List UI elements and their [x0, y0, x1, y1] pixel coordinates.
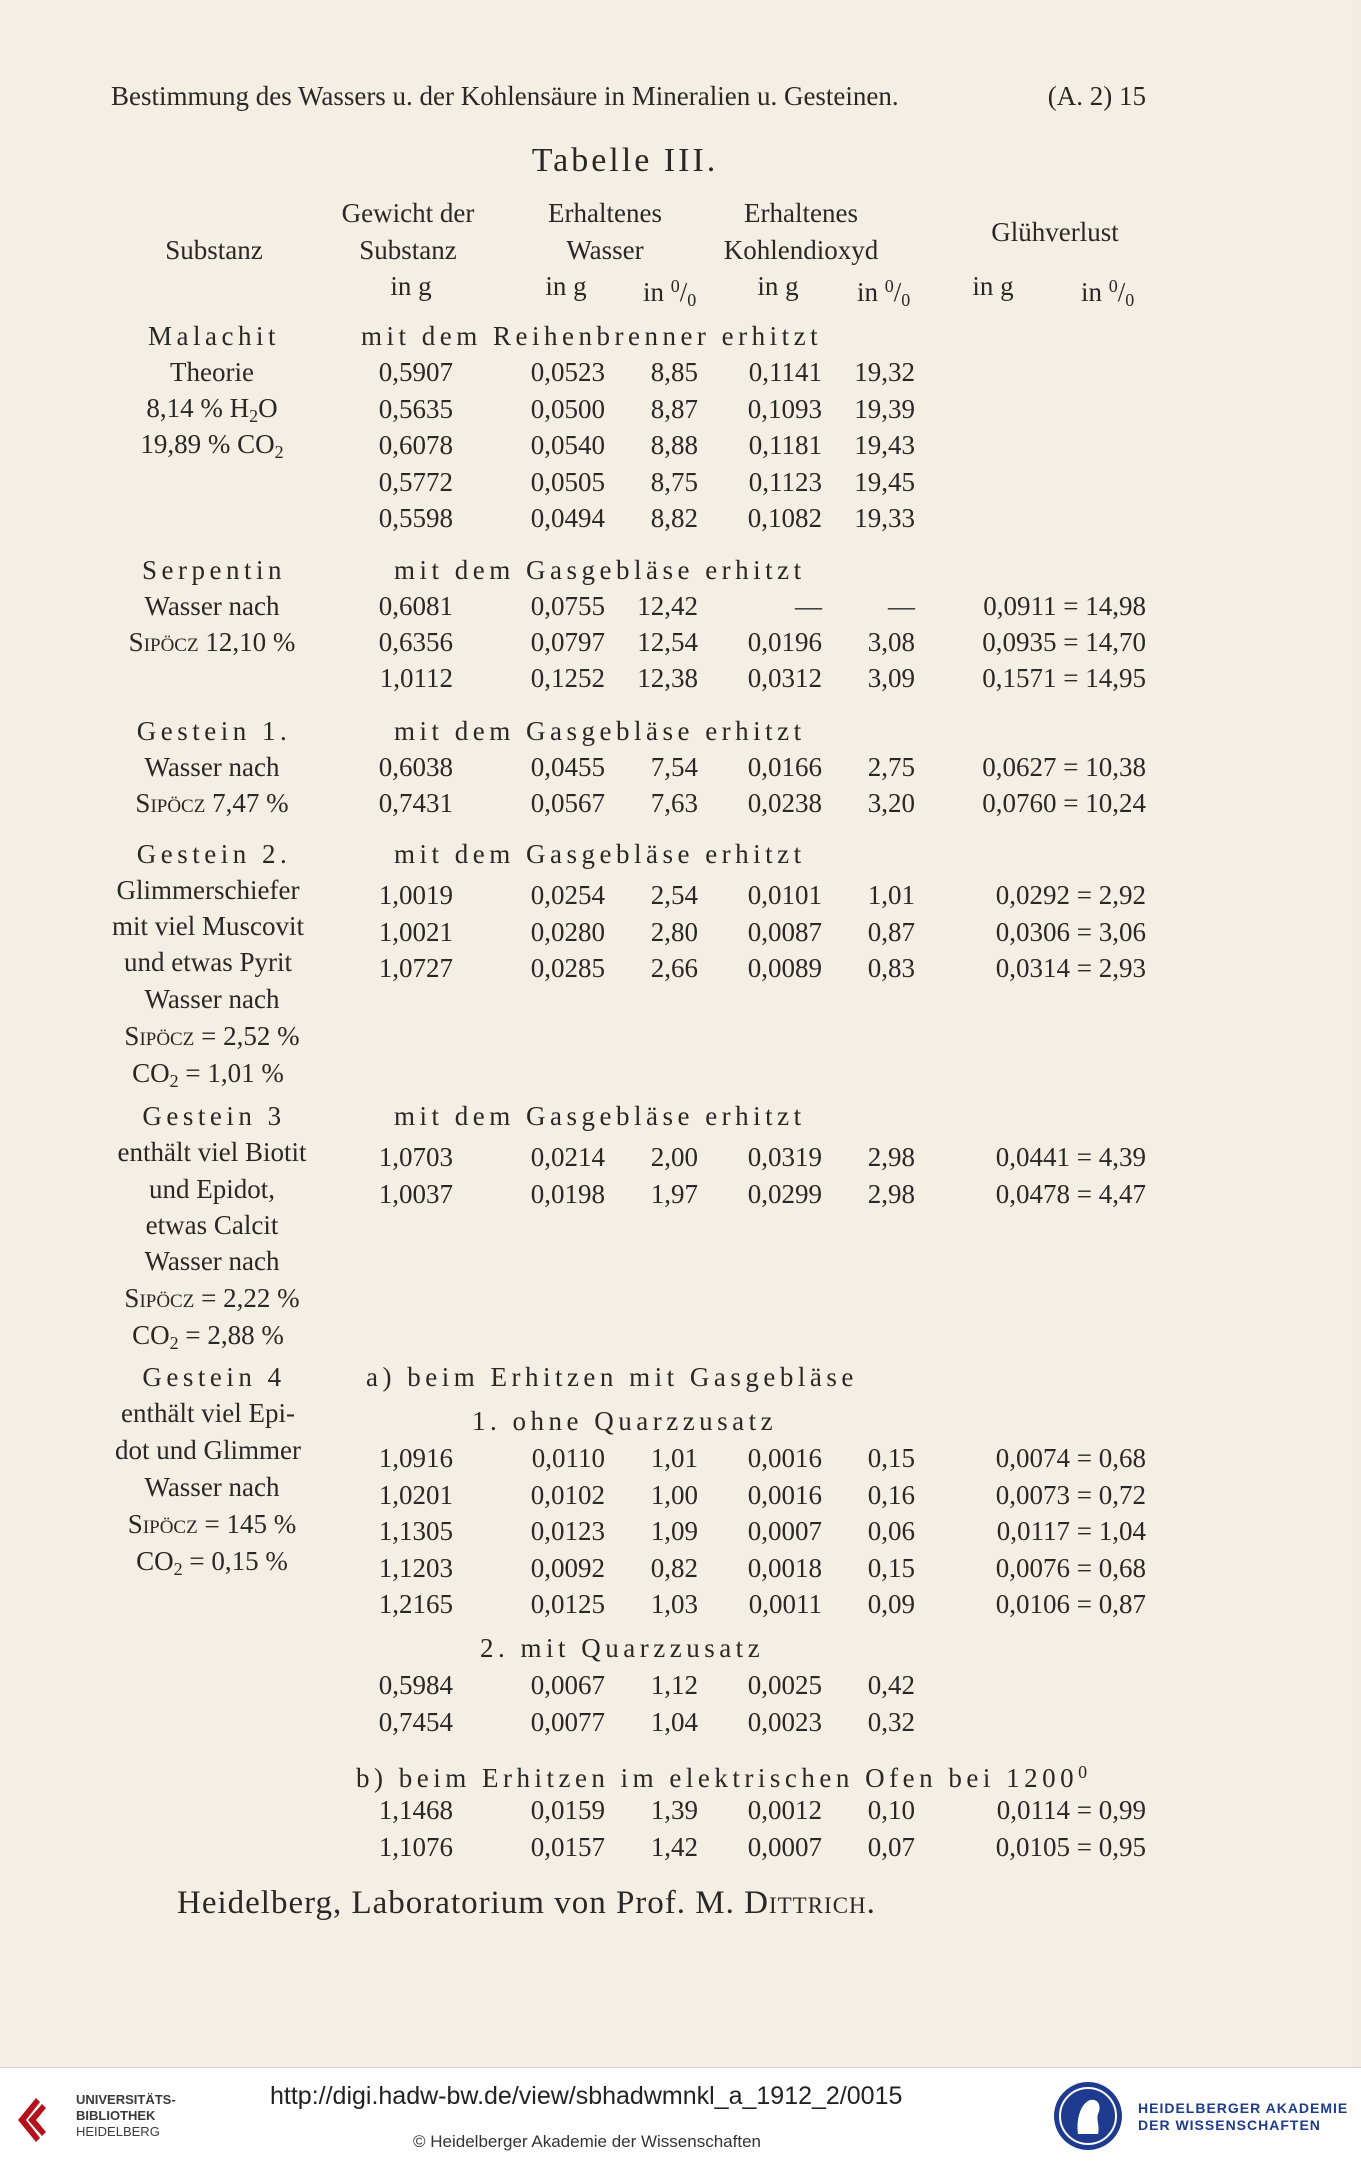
cell-kohlendioxyd-g: 0,0025 [747, 1670, 822, 1700]
cell-wasser-pct: 1,12 [650, 1670, 698, 1700]
cell-gluhverlust: 0,0114 = 0,99 [996, 1795, 1146, 1825]
cell-wasser-g: 0,0159 [530, 1795, 605, 1825]
cell-gluhverlust: 0,0076 = 0,68 [995, 1552, 1146, 1583]
cell-kohlendioxyd-pct: 0,87 [867, 916, 915, 947]
cell-wasser-pct: 2,66 [650, 953, 698, 983]
running-head-title: Bestimmung des Wassers u. der Kohlensäure in Mineralien u. Gesteinen. [111, 81, 899, 111]
cell-kohlendioxyd-g: 0,0023 [747, 1706, 822, 1737]
cell-kohlendioxyd-pct: 0,42 [867, 1670, 915, 1700]
cell-kohlendioxyd-g: 0,0196 [747, 627, 822, 657]
cell-gewicht: 1,1203 [378, 1552, 453, 1583]
cell-wasser-pct: 7,54 [650, 752, 698, 782]
cell-kohlendioxyd-g: 0,0238 [747, 788, 822, 818]
cell-gewicht: 0,5772 [378, 466, 453, 497]
gestein2-label-6: $CO_2 = 1,01$ % [132, 1058, 284, 1091]
section-malachit-method: mit dem Reihenbrenner erhitzt [361, 321, 823, 351]
cell-wasser-pct: 12,38 [637, 663, 698, 693]
university-library-name: UNIVERSITÄTS- BIBLIOTHEK HEIDELBERG [76, 2092, 176, 2139]
cell-kohlendioxyd-g: 0,0299 [747, 1178, 822, 1209]
cell-gewicht: 1,0112 [379, 663, 453, 693]
cell-gewicht: 0,6078 [378, 430, 453, 460]
gestein4-subheading-2: 2. mit Quarzzusatz [480, 1633, 765, 1663]
cell-wasser-pct: 1,09 [650, 1516, 698, 1546]
cell-kohlendioxyd-g: 0,0312 [747, 663, 822, 693]
gestein3-label-4: Wasser nach [144, 1246, 280, 1276]
header-gewicht-1: Gewicht der [341, 198, 475, 228]
cell-wasser-g: 0,0455 [530, 752, 605, 782]
cell-wasser-pct: 1,04 [650, 1706, 698, 1737]
cell-gluhverlust: 0,0106 = 0,87 [995, 1589, 1146, 1619]
cell-wasser-pct: 8,82 [650, 503, 698, 533]
cell-wasser-pct: 1,39 [650, 1795, 698, 1825]
gestein3-label-5: Sipöcz = 2,22 % [124, 1283, 300, 1313]
header-gluhverlust: Glühverlust [991, 217, 1119, 247]
cell-gewicht: 1,1305 [378, 1516, 453, 1546]
gestein4-label-2: dot und Glimmer [115, 1435, 301, 1465]
cell-wasser-pct: 1,01 [650, 1443, 698, 1473]
section-gestein4-method-a: a) beim Erhitzen mit Gasgebläse [366, 1362, 858, 1392]
cell-gewicht: 1,0019 [378, 880, 453, 910]
gestein2-label-3: und etwas Pyrit [124, 947, 292, 977]
cell-gewicht: 1,1468 [378, 1795, 453, 1825]
gestein3-label-3: etwas Calcit [145, 1210, 279, 1240]
cell-kohlendioxyd-g: 0,0087 [747, 916, 822, 947]
cell-wasser-g: 0,0523 [530, 357, 605, 387]
cell-kohlendioxyd-g: 0,1123 [748, 466, 822, 497]
cell-kohlendioxyd-pct: 19,45 [854, 466, 915, 497]
section-gestein2-method: mit dem Gasgebläse erhitzt [394, 839, 806, 869]
cell-kohlendioxyd-pct: 2,98 [867, 1178, 915, 1209]
cell-kohlendioxyd-g: 0,0089 [747, 953, 822, 983]
cell-gluhverlust: 0,0073 = 0,72 [995, 1479, 1146, 1510]
cell-kohlendioxyd-pct: 3,20 [867, 788, 915, 818]
header-kohlen-2: Kohlendioxyd [723, 235, 879, 265]
cell-wasser-pct: 8,88 [650, 430, 698, 460]
cell-gluhverlust: 0,1571 = 14,95 [982, 663, 1146, 693]
cell-gewicht: 1,1076 [378, 1831, 453, 1862]
cell-wasser-g: 0,0092 [530, 1552, 605, 1583]
cell-kohlendioxyd-g: 0,0018 [747, 1552, 822, 1583]
header-gewicht-2: Substanz [359, 235, 457, 265]
cell-gewicht: 0,6356 [378, 627, 453, 657]
cell-kohlendioxyd-g: 0,1141 [748, 357, 822, 387]
cell-wasser-g: 0,0110 [531, 1443, 605, 1473]
header-wasser-1: Erhaltenes [548, 198, 662, 228]
gestein3-label-2: und Epidot, [149, 1174, 275, 1204]
gestein1-label-1: Wasser nach [144, 752, 280, 782]
cell-gewicht: 1,0201 [378, 1479, 453, 1510]
cell-wasser-g: 0,0067 [530, 1670, 605, 1700]
page-footer: Heidelberg, Laboratorium von Prof. M. Dittrich. [177, 1885, 876, 1921]
gestein1-label-2: Sipöcz 7,47 % [135, 788, 289, 818]
cell-kohlendioxyd-pct: 0,32 [867, 1706, 915, 1737]
gestein3-label-1: enthält viel Biotit [117, 1137, 307, 1167]
academy-name: HEIDELBERGER AKADEMIE DER WISSENSCHAFTEN [1138, 2100, 1349, 2133]
cell-wasser-pct: 8,87 [650, 393, 698, 424]
serpentin-label-1: Wasser nach [144, 591, 280, 621]
cell-gluhverlust: 0,0441 = 4,39 [995, 1142, 1146, 1172]
cell-wasser-g: 0,0102 [530, 1479, 605, 1510]
cell-wasser-g: 0,0254 [530, 880, 605, 910]
viewer-bottom-bar [0, 2067, 1361, 2168]
section-gestein3-method: mit dem Gasgebläse erhitzt [394, 1101, 806, 1131]
cell-kohlendioxyd-g: — [795, 591, 822, 621]
cell-kohlendioxyd-pct: 19,32 [854, 357, 915, 387]
cell-wasser-g: 0,0214 [530, 1142, 605, 1172]
header-kohlen-unit-g: in g [757, 271, 799, 301]
cell-gewicht: 0,7454 [378, 1706, 453, 1737]
cell-gluhverlust: 0,0478 = 4,47 [995, 1178, 1146, 1209]
cell-wasser-g: 0,0077 [530, 1706, 605, 1737]
cell-kohlendioxyd-pct: 0,09 [867, 1589, 915, 1619]
cell-kohlendioxyd-pct: 0,83 [867, 953, 915, 983]
gestein4-subheading-1: 1. ohne Quarzzusatz [472, 1406, 778, 1436]
malachit-label-co2: 19,89 % $CO_2$ [140, 429, 284, 462]
cell-wasser-pct: 12,54 [637, 627, 698, 657]
cell-kohlendioxyd-g: 0,0319 [747, 1142, 822, 1172]
header-gluh-unit-pct: in $^0/_0$ [1081, 276, 1135, 310]
header-gewicht-unit: in g [390, 271, 432, 301]
cell-gewicht: 1,0037 [378, 1178, 453, 1209]
cell-gluhverlust: 0,0911 = 14,98 [983, 591, 1146, 621]
cell-kohlendioxyd-pct: 0,15 [867, 1552, 915, 1583]
gestein4-label-4: Sipöcz = 145 % [127, 1509, 297, 1539]
cell-gewicht: 0,5984 [378, 1670, 453, 1700]
cell-wasser-g: 0,0285 [530, 953, 605, 983]
cell-wasser-g: 0,0125 [530, 1589, 605, 1619]
header-kohlen-unit-pct: in $^0/_0$ [857, 276, 911, 310]
cell-kohlendioxyd-g: 0,1082 [747, 503, 822, 533]
cell-wasser-g: 0,0567 [530, 788, 605, 818]
section-gestein1-method: mit dem Gasgebläse erhitzt [394, 716, 806, 746]
cell-gluhverlust: 0,0314 = 2,93 [995, 953, 1146, 983]
header-kohlen-1: Erhaltenes [744, 198, 858, 228]
cell-kohlendioxyd-pct: — [888, 591, 915, 621]
cell-wasser-g: 0,1252 [530, 663, 605, 693]
cell-gewicht: 1,0703 [378, 1142, 453, 1172]
gestein2-label-1: Glimmerschiefer [116, 875, 300, 905]
section-gestein3-name: Gestein 3 [142, 1101, 286, 1131]
cell-kohlendioxyd-pct: 0,15 [867, 1443, 915, 1473]
section-serpentin-name: Serpentin [142, 555, 286, 585]
cell-gewicht: 1,0727 [378, 953, 453, 983]
gestein4-label-3: Wasser nach [144, 1472, 280, 1502]
cell-wasser-pct: 2,54 [650, 880, 698, 910]
cell-wasser-pct: 2,00 [650, 1142, 698, 1172]
cell-gluhverlust: 0,0627 = 10,38 [982, 752, 1146, 782]
section-gestein1-name: Gestein 1. [136, 716, 292, 746]
header-wasser-2: Wasser [566, 235, 644, 265]
cell-kohlendioxyd-g: 0,1181 [748, 430, 822, 460]
cell-kohlendioxyd-g: 0,0016 [747, 1479, 822, 1510]
running-head-page: (A. 2) 15 [1047, 81, 1146, 111]
cell-gewicht: 1,2165 [378, 1589, 453, 1619]
cell-gewicht: 0,5598 [378, 503, 453, 533]
cell-wasser-g: 0,0494 [530, 503, 605, 533]
cell-wasser-pct: 1,03 [650, 1589, 698, 1619]
cell-kohlendioxyd-pct: 19,43 [854, 430, 915, 460]
cell-kohlendioxyd-g: 0,0166 [747, 752, 822, 782]
cell-kohlendioxyd-pct: 0,07 [867, 1831, 915, 1862]
gestein4-label-5: $CO_2 = 0,15$ % [136, 1546, 288, 1579]
section-malachit-name: Malachit [148, 321, 280, 351]
cell-gewicht: 0,7431 [378, 788, 453, 818]
cell-wasser-pct: 1,00 [650, 1479, 698, 1510]
cell-wasser-pct: 8,75 [650, 466, 698, 497]
cell-gewicht: 0,5907 [378, 357, 453, 387]
cell-gluhverlust: 0,0105 = 0,95 [995, 1831, 1146, 1862]
cell-gewicht: 0,6081 [378, 591, 453, 621]
cell-wasser-g: 0,0797 [530, 627, 605, 657]
cell-kohlendioxyd-g: 0,0007 [747, 1516, 822, 1546]
cell-wasser-pct: 2,80 [650, 916, 698, 947]
cell-kohlendioxyd-g: 0,0016 [747, 1443, 822, 1473]
malachit-label-h2o: 8,14 % $H_2O$ [146, 393, 278, 426]
cell-gluhverlust: 0,0292 = 2,92 [995, 880, 1146, 910]
cell-wasser-g: 0,0123 [530, 1516, 605, 1546]
gestein2-label-5: Sipöcz = 2,52 % [124, 1021, 300, 1051]
cell-gluhverlust: 0,0760 = 10,24 [982, 788, 1146, 818]
cell-wasser-g: 0,0540 [530, 430, 605, 460]
cell-wasser-g: 0,0157 [530, 1831, 605, 1862]
cell-kohlendioxyd-pct: 19,33 [854, 503, 915, 533]
header-gluh-unit-g: in g [972, 271, 1014, 301]
malachit-label-theorie: Theorie [170, 357, 254, 387]
gestein3-label-6: $CO_2 = 2,88$ % [132, 1320, 284, 1353]
serpentin-label-2: Sipöcz 12,10 % [128, 627, 296, 657]
gestein2-label-2: mit viel Muscovit [112, 911, 304, 941]
cell-kohlendioxyd-g: 0,1093 [747, 393, 822, 424]
cell-kohlendioxyd-g: 0,0011 [748, 1589, 822, 1619]
cell-kohlendioxyd-pct: 2,75 [867, 752, 915, 782]
cell-wasser-pct: 1,42 [650, 1831, 698, 1862]
section-gestein4-method-b: b) beim Erhitzen im elektrischen Ofen bei 1200$^0$ [356, 1762, 1092, 1793]
cell-gewicht: 1,0021 [378, 916, 453, 947]
section-serpentin-method: mit dem Gasgebläse erhitzt [394, 555, 806, 585]
cell-gluhverlust: 0,0117 = 1,04 [996, 1516, 1146, 1546]
header-wasser-unit-g: in g [545, 271, 587, 301]
cell-gewicht: 0,6038 [378, 752, 453, 782]
cell-kohlendioxyd-g: 0,0007 [747, 1831, 822, 1862]
university-library-logo-icon [14, 2092, 58, 2148]
header-wasser-unit-pct: in $^0/_0$ [643, 276, 697, 310]
cell-wasser-g: 0,0280 [530, 916, 605, 947]
cell-kohlendioxyd-pct: 1,01 [867, 880, 915, 910]
cell-kohlendioxyd-g: 0,0012 [747, 1795, 822, 1825]
copyright-text: © Heidelberger Akademie der Wissenschaften [413, 2132, 761, 2151]
section-gestein2-name: Gestein 2. [136, 839, 292, 869]
cell-gluhverlust: 0,0074 = 0,68 [995, 1443, 1146, 1473]
academy-seal-icon [1052, 2080, 1124, 2152]
cell-gluhverlust: 0,0935 = 14,70 [982, 627, 1146, 657]
cell-wasser-g: 0,0755 [530, 591, 605, 621]
cell-kohlendioxyd-pct: 0,06 [867, 1516, 915, 1546]
cell-kohlendioxyd-pct: 2,98 [867, 1142, 915, 1172]
cell-gewicht: 1,0916 [378, 1443, 453, 1473]
cell-kohlendioxyd-pct: 3,09 [867, 663, 915, 693]
cell-gewicht: 0,5635 [378, 393, 453, 424]
cell-wasser-pct: 12,42 [637, 591, 698, 621]
cell-kohlendioxyd-pct: 0,16 [867, 1479, 915, 1510]
cell-kohlendioxyd-pct: 3,08 [867, 627, 915, 657]
cell-wasser-g: 0,0198 [530, 1178, 605, 1209]
cell-kohlendioxyd-g: 0,0101 [747, 880, 822, 910]
cell-wasser-pct: 0,82 [650, 1552, 698, 1583]
cell-wasser-pct: 8,85 [650, 357, 698, 387]
page-url-link[interactable]: http://digi.hadw-bw.de/view/sbhadwmnkl_a_1912_2/0015 [270, 2082, 903, 2110]
cell-kohlendioxyd-pct: 0,10 [867, 1795, 915, 1825]
cell-wasser-g: 0,0505 [530, 466, 605, 497]
section-gestein4-name: Gestein 4 [142, 1362, 286, 1392]
gestein2-label-4: Wasser nach [144, 984, 280, 1014]
cell-gluhverlust: 0,0306 = 3,06 [995, 916, 1146, 947]
cell-wasser-pct: 1,97 [650, 1178, 698, 1209]
header-substanz: Substanz [165, 235, 263, 265]
cell-kohlendioxyd-pct: 19,39 [854, 393, 915, 424]
gestein4-label-1: enthält viel Epi- [121, 1398, 295, 1428]
cell-wasser-pct: 7,63 [650, 788, 698, 818]
cell-wasser-g: 0,0500 [530, 393, 605, 424]
table-title: Tabelle III. [531, 142, 719, 179]
